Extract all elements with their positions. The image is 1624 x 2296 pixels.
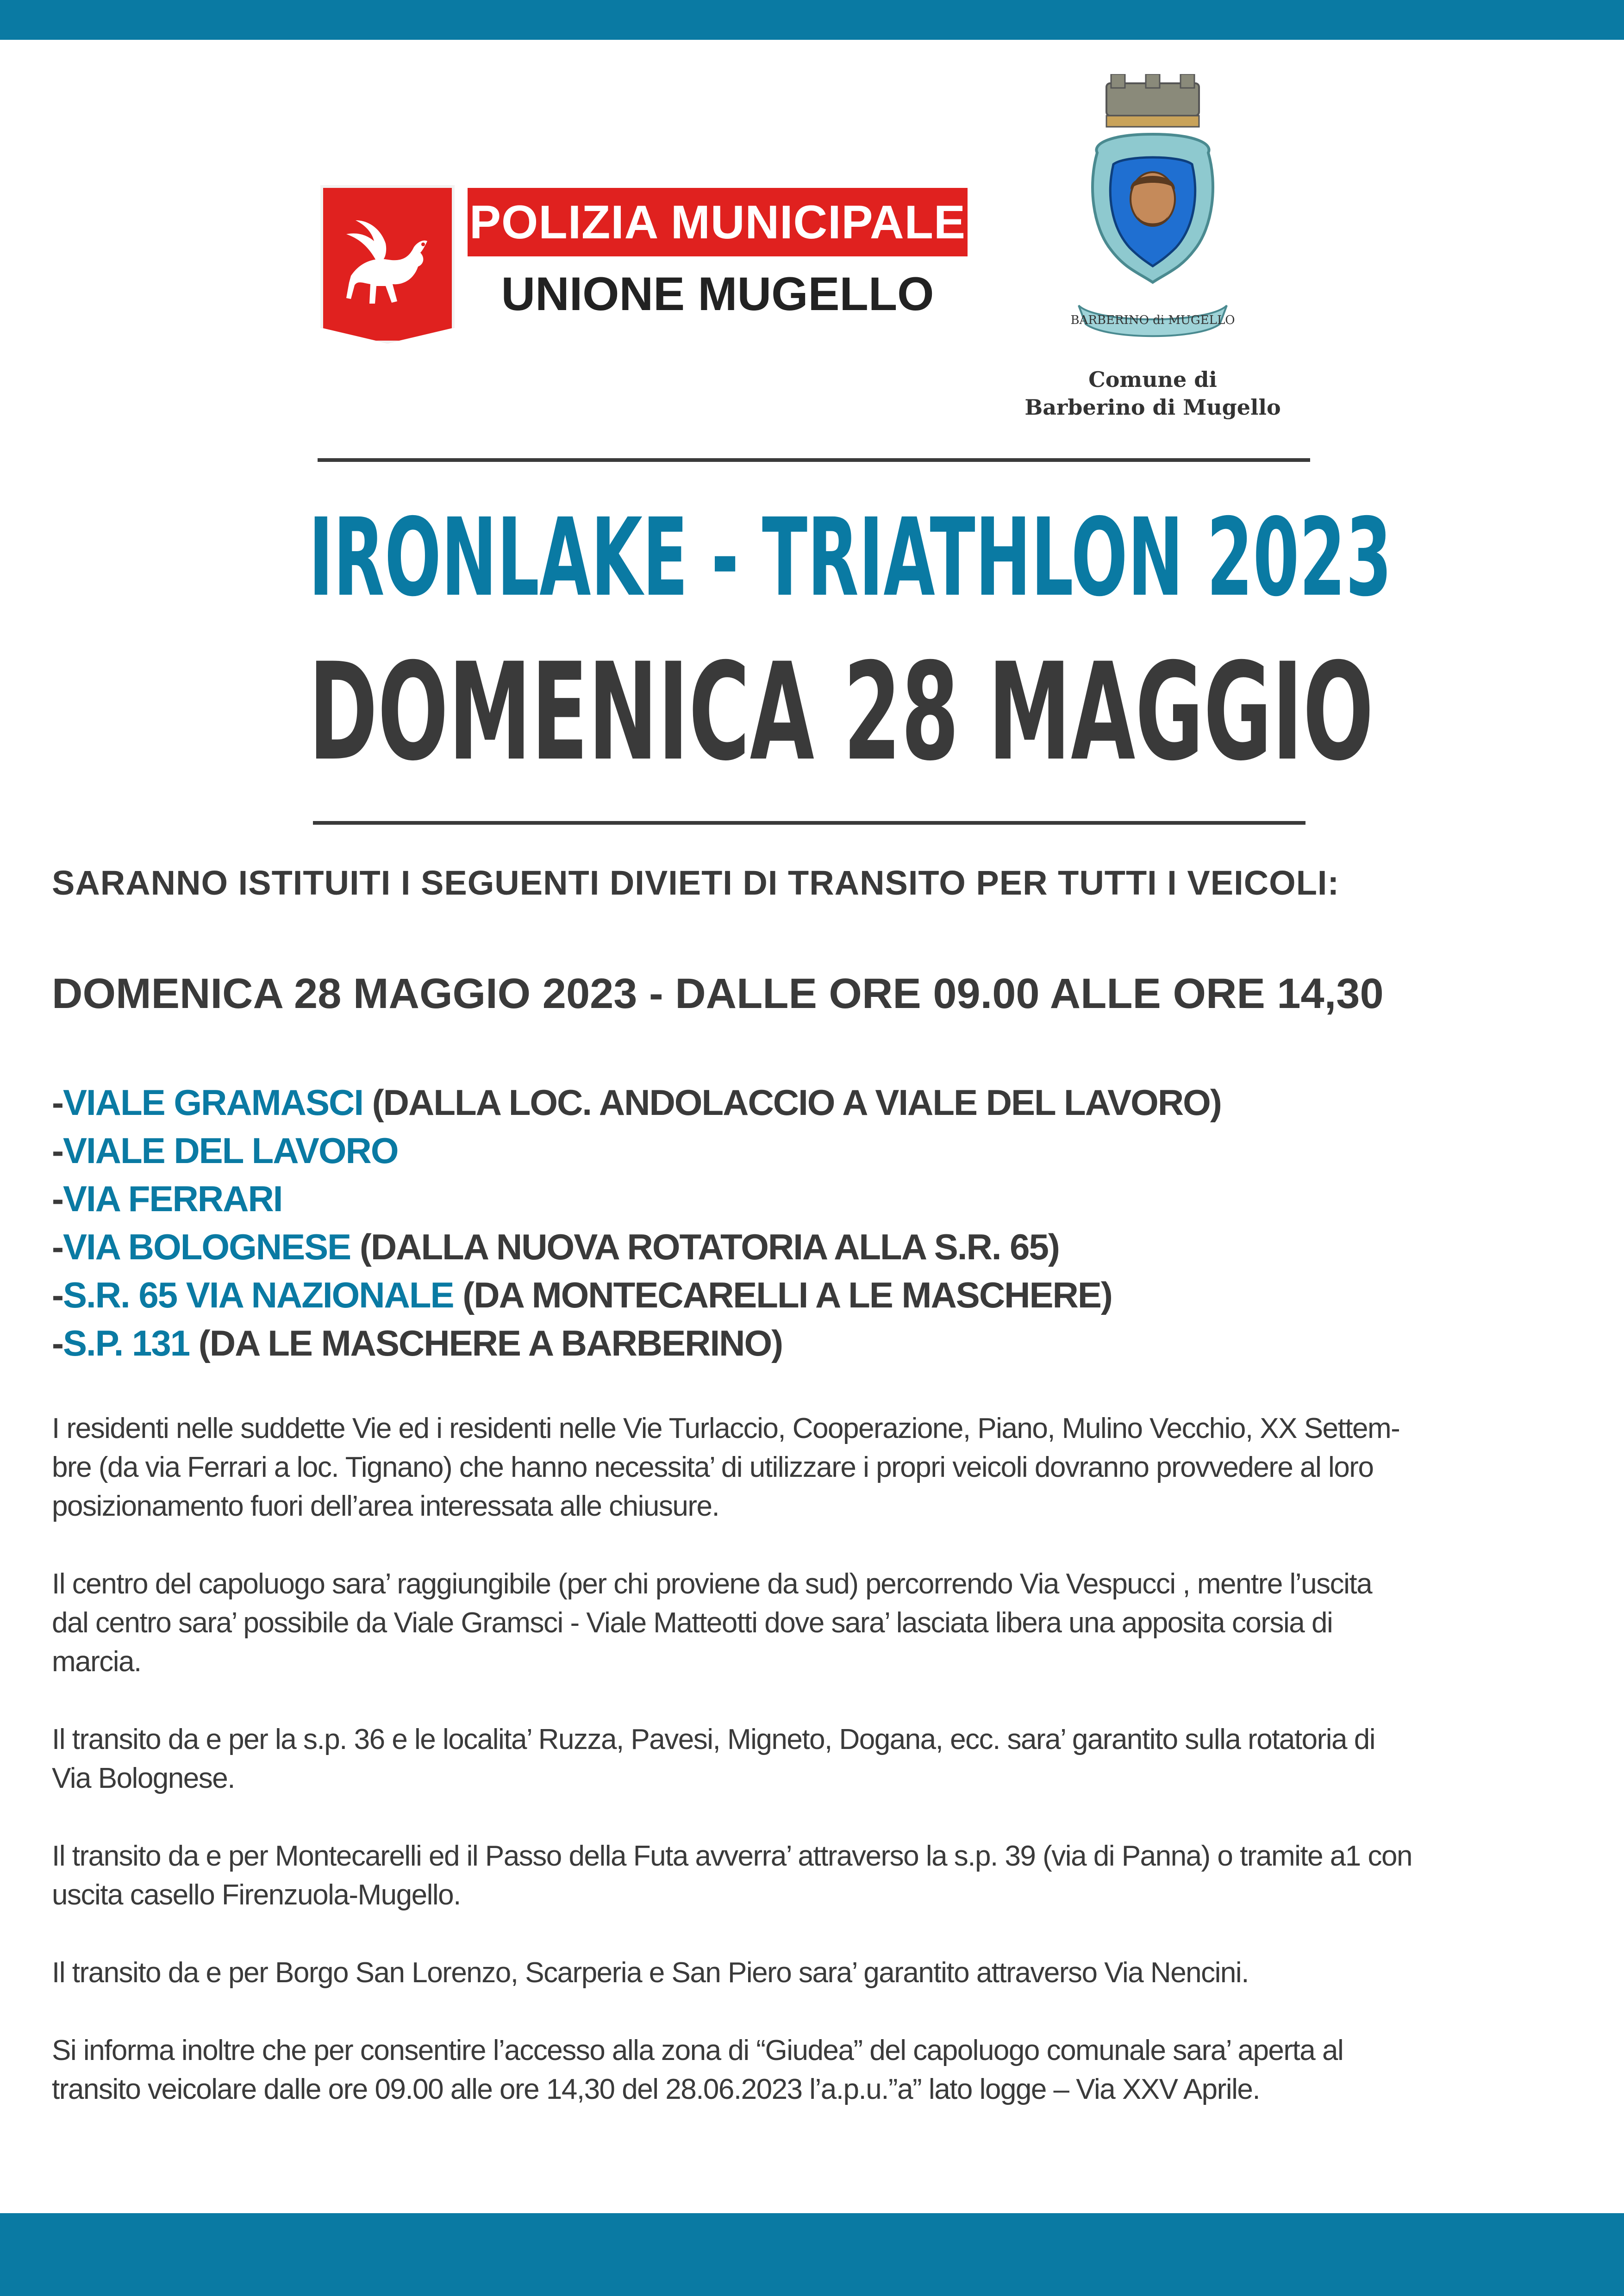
- street-name: VIALE DEL LAVORO: [62, 1130, 398, 1171]
- street-name: VIALE GRAMASCI: [62, 1082, 363, 1123]
- paragraph-sp36: [52, 1720, 1570, 1798]
- paragraph-line: Il centro del capoluogo sara’ raggiungibile (per chi proviene da sud) percorrendo Via Vespucci , mentre l’uscita: [52, 1568, 1372, 1600]
- comune-name: [1009, 366, 1296, 421]
- street-item: [52, 1319, 1580, 1367]
- street-item: [52, 1078, 1580, 1126]
- street-note: (DA MONTECARELLI A LE MASCHERE): [453, 1275, 1112, 1315]
- paragraph-line: dal centro sara’ possibile da Viale Gramsci - Viale Matteotti dove sara’ lasciata libera una apposita corsia di: [52, 1607, 1333, 1639]
- street-name: S.R. 65 VIA NAZIONALE: [62, 1275, 454, 1315]
- pegasus-icon: [332, 206, 439, 317]
- street-name: VIA BOLOGNESE: [62, 1226, 351, 1267]
- paragraph-line: marcia.: [52, 1646, 141, 1678]
- street-item: [52, 1271, 1580, 1319]
- emblem-scroll-text: BARBERINO di MUGELLO: [1070, 313, 1235, 327]
- paragraph-line: Si informa inoltre che per consentire l’accesso alla zona di “Giudea” del capoluogo comunale sara’ aperta al: [52, 2035, 1343, 2066]
- closed-streets-list: [52, 1078, 1580, 1367]
- paragraph-line: bre (da via Ferrari a loc. Tignano) che hanno necessita’ di utilizzare i propri veicoli dovranno provvedere al loro: [52, 1451, 1374, 1483]
- street-dash: -: [52, 1178, 63, 1219]
- paragraph-line: Il transito da e per la s.p. 36 e le localita’ Ruzza, Pavesi, Migneto, Dogana, ecc. sara’ garantito sulla rotatoria di: [52, 1724, 1375, 1755]
- paragraph-giudea: [52, 2031, 1570, 2109]
- paragraph-line: transito veicolare dalle ore 09.00 alle ore 14,30 del 28.06.2023 l’a.p.u.”a” lato logge – Via XXV Aprile.: [52, 2073, 1260, 2105]
- paragraph-centre-access: [52, 1565, 1570, 1681]
- notice-heading: SARANNO ISTITUITI I SEGUENTI DIVIETI DI TRANSITO PER TUTTI I VEICOLI:: [52, 864, 1340, 902]
- street-dash: -: [52, 1130, 63, 1171]
- unione-mugello-label: UNIONE MUGELLO: [501, 268, 934, 320]
- paragraph-line: I residenti nelle suddette Vie ed i residenti nelle Vie Turlaccio, Cooperazione, Piano, Mulino Vecchio, XX Settem-: [52, 1412, 1400, 1444]
- street-name: S.P. 131: [62, 1323, 190, 1363]
- street-name: VIA FERRARI: [62, 1178, 282, 1219]
- comune-name-line2: Barberino di Mugello: [1024, 395, 1281, 420]
- paragraph-line: posizionamento fuori dell’area interessata alle chiusure.: [52, 1490, 719, 1522]
- paragraph-line: uscita casello Firenzuola-Mugello.: [52, 1879, 461, 1911]
- paragraph-residents: [52, 1409, 1570, 1526]
- paragraph-montecarelli: [52, 1837, 1570, 1915]
- notice-date-time: DOMENICA 28 MAGGIO 2023 - DALLE ORE 09.00 ALLE ORE 14,30: [52, 970, 1384, 1017]
- paragraph-line: Via Bolognese.: [52, 1762, 235, 1794]
- coat-of-arms-icon: [1060, 74, 1245, 352]
- event-date-title: DOMENICA 28 MAGGIO: [308, 635, 1374, 790]
- street-dash: -: [52, 1275, 63, 1315]
- paragraph-line: Il transito da e per Montecarelli ed il Passo della Futa avverra’ attraverso la s.p. 39 (via di Panna) o tramite a1 con: [52, 1840, 1412, 1872]
- street-item: [52, 1175, 1580, 1223]
- street-dash: -: [52, 1226, 63, 1267]
- paragraph-borgo: [52, 1954, 1570, 1992]
- street-item: [52, 1126, 1580, 1175]
- comune-name-line1: Comune di: [1088, 367, 1217, 392]
- event-title: IRONLAKE - TRIATHLON 2023: [308, 495, 1392, 620]
- street-note: (DA LE MASCHERE A BARBERINO): [189, 1323, 783, 1363]
- divider-top: [318, 458, 1310, 462]
- divider-bottom: [313, 821, 1305, 825]
- information-paragraphs: [52, 1409, 1570, 2148]
- street-note: (DALLA NUOVA ROTATORIA ALLA S.R. 65): [350, 1226, 1059, 1267]
- top-color-band: [0, 0, 1624, 40]
- street-dash: -: [52, 1082, 63, 1123]
- polizia-municipale-logo: [320, 185, 968, 352]
- polizia-municipale-label: POLIZIA MUNICIPALE: [468, 188, 968, 256]
- paragraph-line: Il transito da e per Borgo San Lorenzo, Scarperia e San Piero sara’ garantito attraverso Via Nencini.: [52, 1957, 1249, 1989]
- tuscany-shield-icon: [320, 185, 455, 343]
- comune-emblem: [1009, 74, 1296, 426]
- bottom-color-band: [0, 2213, 1624, 2296]
- street-note: (DALLA LOC. ANDOLACCIO A VIALE DEL LAVORO): [363, 1082, 1221, 1123]
- street-item: [52, 1223, 1580, 1271]
- street-dash: -: [52, 1323, 63, 1363]
